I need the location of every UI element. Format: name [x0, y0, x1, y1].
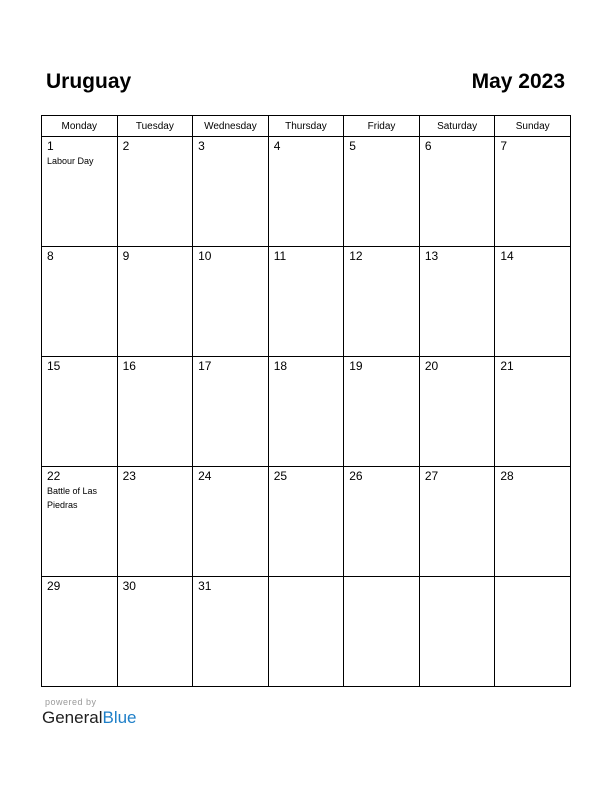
day-cell: [42, 357, 118, 467]
day-number: 19: [349, 359, 363, 373]
day-number: 29: [47, 579, 61, 593]
day-cell: [495, 357, 571, 467]
day-cell: [117, 467, 193, 577]
day-number: 26: [349, 469, 363, 483]
day-cell: [344, 247, 420, 357]
day-cell: [42, 467, 118, 577]
day-number: 4: [273, 139, 281, 153]
day-number: 16: [122, 359, 136, 373]
weekday-wednesday: Wednesday: [193, 116, 269, 137]
day-cell: [495, 577, 571, 687]
day-number: 18: [273, 359, 288, 373]
week-row: [42, 357, 571, 467]
day-number: [269, 577, 344, 579]
logo-general-text: General: [42, 708, 103, 727]
day-cell: [268, 467, 344, 577]
day-cell: [344, 137, 420, 247]
day-cell: [193, 467, 269, 577]
day-cell: [419, 247, 495, 357]
day-cell: [495, 137, 571, 247]
day-number: 11: [273, 249, 287, 263]
day-number: 21: [500, 359, 514, 373]
day-cell: [268, 137, 344, 247]
week-row: [42, 467, 571, 577]
day-cell: [344, 357, 420, 467]
day-cell: [193, 577, 269, 687]
day-cell: [344, 577, 420, 687]
day-cell: [193, 247, 269, 357]
week-row: [42, 577, 571, 687]
day-cell: [42, 247, 118, 357]
day-number: 27: [424, 469, 439, 483]
day-cell: [42, 137, 118, 247]
day-number: 17: [198, 359, 212, 373]
day-number: [495, 577, 570, 579]
logo-blue-text: Blue: [102, 708, 137, 727]
day-cell: [419, 577, 495, 687]
day-number: 24: [198, 469, 212, 483]
day-number: 13: [424, 249, 439, 263]
day-cell: [193, 137, 269, 247]
generalblue-logo[interactable]: [42, 708, 137, 728]
calendar-grid: [41, 115, 571, 687]
day-number: [420, 577, 495, 579]
day-number: 28: [500, 469, 514, 483]
month-title: May 2023: [471, 70, 565, 93]
day-number: 30: [122, 579, 136, 593]
day-number: 20: [424, 359, 439, 373]
day-cell: [419, 137, 495, 247]
day-cell: [42, 577, 118, 687]
day-number: 5: [349, 139, 356, 153]
day-cell: [117, 137, 193, 247]
day-cell: [419, 357, 495, 467]
holiday-label: Battle of Las Piedras: [47, 486, 98, 510]
day-number: 31: [198, 579, 212, 593]
day-cell: [495, 467, 571, 577]
weekday-saturday: Saturday: [419, 116, 495, 137]
week-row: [42, 247, 571, 357]
day-number: 23: [122, 469, 136, 483]
day-number: 9: [122, 249, 130, 263]
day-number: 6: [424, 139, 432, 153]
day-cell: [117, 247, 193, 357]
day-number: [344, 577, 419, 579]
powered-by-text: powered by: [45, 697, 97, 707]
day-cell: [419, 467, 495, 577]
weekday-monday: Monday: [42, 116, 118, 137]
weekday-friday: Friday: [344, 116, 420, 137]
day-cell: [344, 467, 420, 577]
holiday-label: Labour Day: [47, 156, 94, 166]
day-number: 15: [47, 359, 61, 373]
day-number: 7: [500, 139, 508, 153]
day-number: 3: [198, 139, 205, 153]
day-cell: [117, 357, 193, 467]
day-cell: [268, 357, 344, 467]
weekday-header-row: [42, 116, 571, 137]
weekday-thursday: Thursday: [268, 116, 344, 137]
day-cell: [193, 357, 269, 467]
day-cell: [117, 577, 193, 687]
country-title: Uruguay: [46, 70, 132, 93]
day-cell: [268, 577, 344, 687]
day-number: 25: [273, 469, 288, 483]
day-cell: [495, 247, 571, 357]
day-number: 22: [47, 469, 61, 483]
weekday-sunday: Sunday: [495, 116, 571, 137]
day-number: 10: [198, 249, 212, 263]
day-number: 12: [349, 249, 363, 263]
weekday-tuesday: Tuesday: [117, 116, 193, 137]
day-number: 8: [47, 249, 54, 263]
day-cell: [268, 247, 344, 357]
week-row: [42, 137, 571, 247]
day-number: 14: [500, 249, 514, 263]
day-number: 1: [47, 139, 54, 153]
day-number: 2: [122, 139, 130, 153]
